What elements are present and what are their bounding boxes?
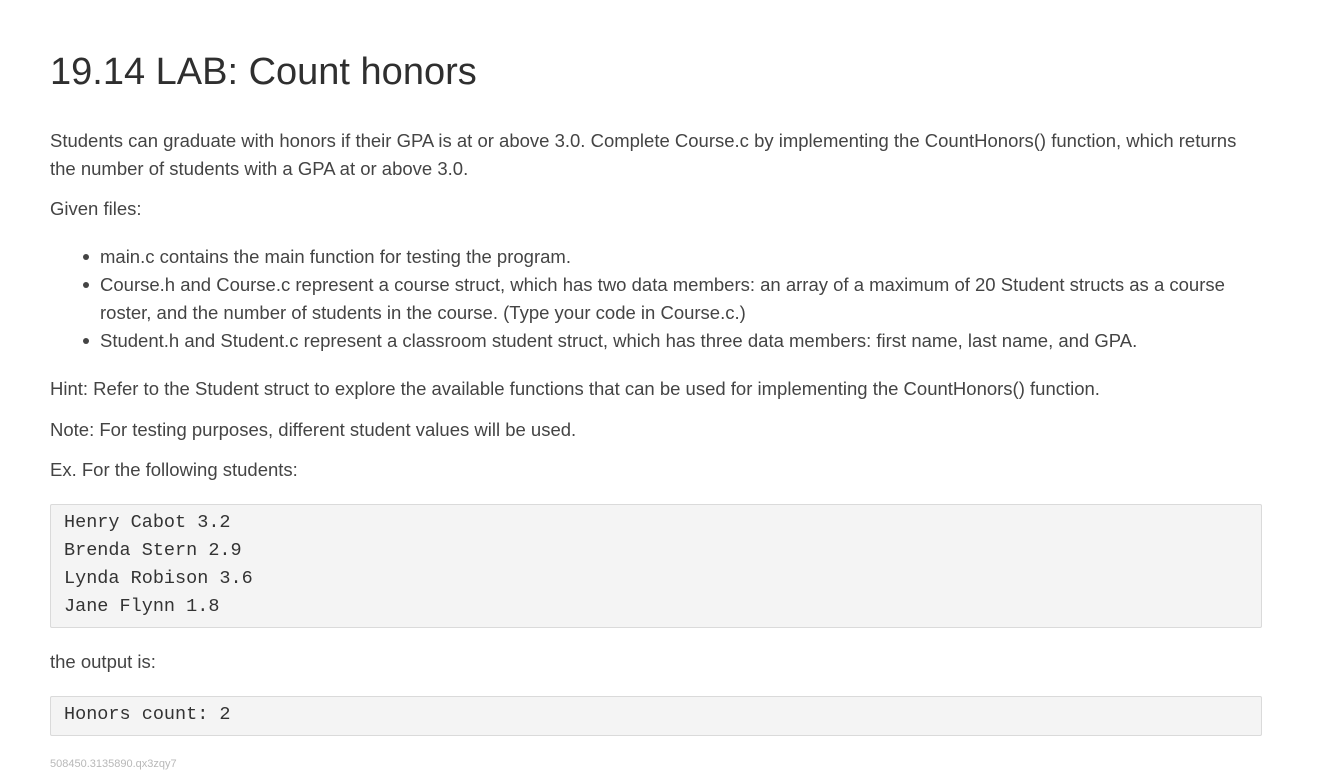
given-files-list (50, 243, 1260, 355)
intro-text: Students can graduate with honors if their GPA is at or above 3.0. Complete Course.c by implementing the CountHonors() function, which returns the number of students with a GPA at or above 3.0. (50, 130, 1237, 179)
content-id: 508450.3135890.qx3zqy7 (50, 758, 177, 770)
hint-text: Hint: Refer to the Student struct to explore the available functions that can be used for implementing the CountHonors() function. (50, 378, 1100, 399)
list-item: main.c contains the main function for testing the program. (100, 243, 1260, 271)
output-label: the output is: (50, 651, 156, 672)
example-output-code: Honors count: 2 (64, 704, 231, 725)
note-text: Note: For testing purposes, different student values will be used. (50, 419, 577, 440)
example-output-codeblock (50, 696, 1262, 736)
page-title: 19.14 LAB: Count honors (50, 51, 477, 93)
example-label: Ex. For the following students: (50, 459, 298, 480)
example-input-codeblock (50, 504, 1262, 628)
list-item: Course.h and Course.c represent a course struct, which has two data members: an array of a maximum of 20 Student structs as a course roster, and the number of students in the course. (Type your code in Course.c.) (100, 271, 1260, 327)
list-item: Student.h and Student.c represent a classroom student struct, which has three data members: first name, last name, and GPA. (100, 327, 1260, 355)
given-files-label: Given files: (50, 198, 142, 219)
example-input-code: Henry Cabot 3.2 Brenda Stern 2.9 Lynda Robison 3.6 Jane Flynn 1.8 (64, 512, 253, 617)
